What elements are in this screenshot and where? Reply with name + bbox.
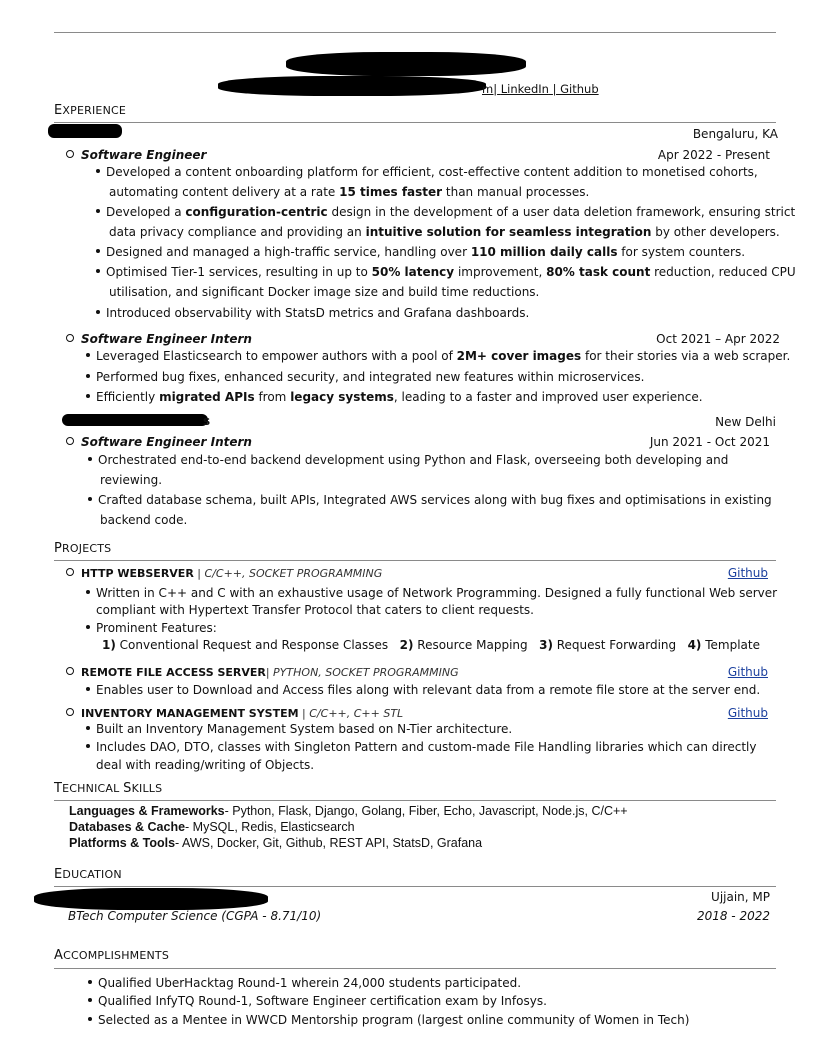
skills-row-3: Platforms & Tools- AWS, Docker, Git, Github, REST API, StatsD, Grafana (69, 836, 483, 850)
skills-heading: TECHNICAL SKILLS (54, 781, 163, 796)
job-3-title: Software Engineer Intern (66, 435, 252, 449)
job-3-location: New Delhi (715, 415, 776, 429)
job-3-bullet-1-cont: reviewing. (100, 473, 163, 487)
job-1-bullet-4: Optimised Tier-1 services, resulting in up to 50% latency improvement, 80% task count reduction, reduced CPU (96, 265, 796, 279)
job-1-bullet-5: Introduced observability with StatsD metrics and Grafana dashboards. (96, 306, 529, 320)
accomplishment-1: Qualified UberHacktag Round-1 wherein 24,000 students participated. (88, 976, 521, 990)
job-2-bullet-2: Performed bug fixes, enhanced security, and integrated new features within microservices. (86, 370, 644, 384)
project-1-line-1: Written in C++ and C with an exhaustive usage of Network Programming. Designed a fully functional Web server (86, 586, 777, 600)
education-divider (54, 886, 776, 887)
education-degree: BTech Computer Science (CGPA - 8.71/10) (68, 909, 322, 923)
bullet-icon (86, 394, 90, 398)
job-1-title: Software Engineer (66, 148, 206, 162)
project-1-name: HTTP WEBSERVER | C/C++, SOCKET PROGRAMMING (66, 567, 382, 580)
project-2-github-link[interactable]: Github (727, 665, 768, 679)
bullet-icon (86, 353, 90, 357)
project-2-name: REMOTE FILE ACCESS SERVER| PYTHON, SOCKET PROGRAMMING (66, 666, 459, 679)
project-3-github-link[interactable]: Github (727, 706, 768, 720)
job-3-bullet-2-cont: backend code. (100, 513, 188, 527)
circle-bullet-icon (66, 568, 74, 576)
github-link[interactable]: | Github (552, 82, 599, 96)
education-heading: EDUCATION (54, 867, 122, 882)
accomplishment-3: Selected as a Mentee in WWCD Mentorship program (largest online community of Women in Tech) (88, 1013, 689, 1027)
job-2-title: Software Engineer Intern (66, 332, 252, 346)
project-3-line-1: Built an Inventory Management System based on N-Tier architecture. (86, 722, 512, 736)
experience-heading: EXPERIENCE (54, 103, 127, 118)
top-divider (54, 32, 776, 33)
bullet-icon (96, 310, 100, 314)
accomplishments-divider (54, 968, 776, 969)
skills-divider (54, 800, 776, 801)
job-1-bullet-4-cont: utilisation, and significant Docker image size and build time reductions. (109, 285, 540, 299)
bullet-icon (86, 625, 90, 629)
redacted-name (286, 52, 526, 76)
bullet-icon (96, 249, 100, 253)
skills-row-1: Languages & Frameworks- Python, Flask, Django, Golang, Fiber, Echo, Javascript, Node.js, C/C++ (69, 804, 628, 818)
projects-heading: PROJECTS (54, 541, 112, 556)
job-3-company-tail: s (203, 414, 211, 428)
header-link-tail: m| (482, 82, 498, 96)
project-3-line-3: deal with reading/writing of Objects. (96, 758, 315, 772)
project-1-github-link[interactable]: Github (727, 566, 768, 580)
bullet-icon (88, 497, 92, 501)
job-3-bullet-2: Crafted database schema, built APIs, Integrated AWS services along with bug fixes and optimisations in existing (88, 493, 772, 507)
circle-bullet-icon (66, 708, 74, 716)
circle-bullet-icon (66, 334, 74, 342)
skills-row-2: Databases & Cache- MySQL, Redis, Elasticsearch (69, 820, 355, 834)
project-2-line-1: Enables user to Download and Access files along with relevant data from a remote file store at the server end. (86, 683, 760, 697)
header-links (482, 82, 599, 96)
bullet-icon (86, 374, 90, 378)
accomplishments-heading: ACCOMPLISHMENTS (54, 948, 170, 963)
circle-bullet-icon (66, 437, 74, 445)
circle-bullet-icon (66, 150, 74, 158)
job-1-bullet-2-cont: data privacy compliance and providing an intuitive solution for seamless integration by other developers. (109, 225, 780, 239)
bullet-icon (96, 169, 100, 173)
project-3-name: INVENTORY MANAGEMENT SYSTEM | C/C++, C++ STL (66, 707, 403, 720)
linkedin-link[interactable]: LinkedIn (500, 82, 549, 96)
education-location: Ujjain, MP (711, 890, 770, 904)
bullet-icon (86, 687, 90, 691)
redacted-institution (34, 888, 268, 910)
redacted-contact (218, 76, 486, 96)
bullet-icon (86, 726, 90, 730)
job-1-dates: Apr 2022 - Present (657, 148, 770, 162)
project-3-line-2: Includes DAO, DTO, classes with Singleton Pattern and custom-made File Handling libraries which can directly (86, 740, 757, 754)
projects-divider (54, 560, 776, 561)
job-1-bullet-2: Developed a configuration-centric design in the development of a user data deletion framework, ensuring strict (96, 205, 795, 219)
project-1-line-3: Prominent Features: (86, 621, 217, 635)
bullet-icon (96, 269, 100, 273)
job-2-dates: Oct 2021 – Apr 2022 (656, 332, 780, 346)
circle-bullet-icon (66, 667, 74, 675)
job-2-bullet-1: Leveraged Elasticsearch to empower authors with a pool of 2M+ cover images for their stories via a web scraper. (86, 349, 790, 363)
bullet-icon (86, 590, 90, 594)
bullet-icon (88, 998, 92, 1002)
redacted-company-3 (62, 414, 211, 428)
experience-divider (54, 122, 776, 123)
accomplishment-2: Qualified InfyTQ Round-1, Software Engineer certification exam by Infosys. (88, 994, 547, 1008)
education-years: 2018 - 2022 (696, 909, 770, 923)
job-1-location: Bengaluru, KA (692, 127, 778, 141)
bullet-icon (88, 1017, 92, 1021)
project-1-features: 1) Conventional Request and Response Classes 2) Resource Mapping 3) Request Forwarding 4) Template (102, 638, 760, 652)
job-2-bullet-3: Efficiently migrated APIs from legacy systems, leading to a faster and improved user experience. (86, 390, 703, 404)
bullet-icon (88, 980, 92, 984)
bullet-icon (88, 457, 92, 461)
bullet-icon (86, 744, 90, 748)
job-3-bullet-1: Orchestrated end-to-end backend development using Python and Flask, overseeing both developing and (88, 453, 728, 467)
job-1-bullet-1: Developed a content onboarding platform for efficient, cost-effective content addition to monetised cohorts, (96, 165, 758, 179)
project-1-line-2: compliant with Hypertext Transfer Protocol that caters to client requests. (96, 603, 534, 617)
job-1-bullet-3: Designed and managed a high-traffic service, handling over 110 million daily calls for system counters. (96, 245, 745, 259)
job-1-bullet-1-cont: automating content delivery at a rate 15 times faster than manual processes. (109, 185, 590, 199)
job-3-dates: Jun 2021 - Oct 2021 (649, 435, 770, 449)
redacted-company-1 (48, 124, 122, 138)
bullet-icon (96, 209, 100, 213)
